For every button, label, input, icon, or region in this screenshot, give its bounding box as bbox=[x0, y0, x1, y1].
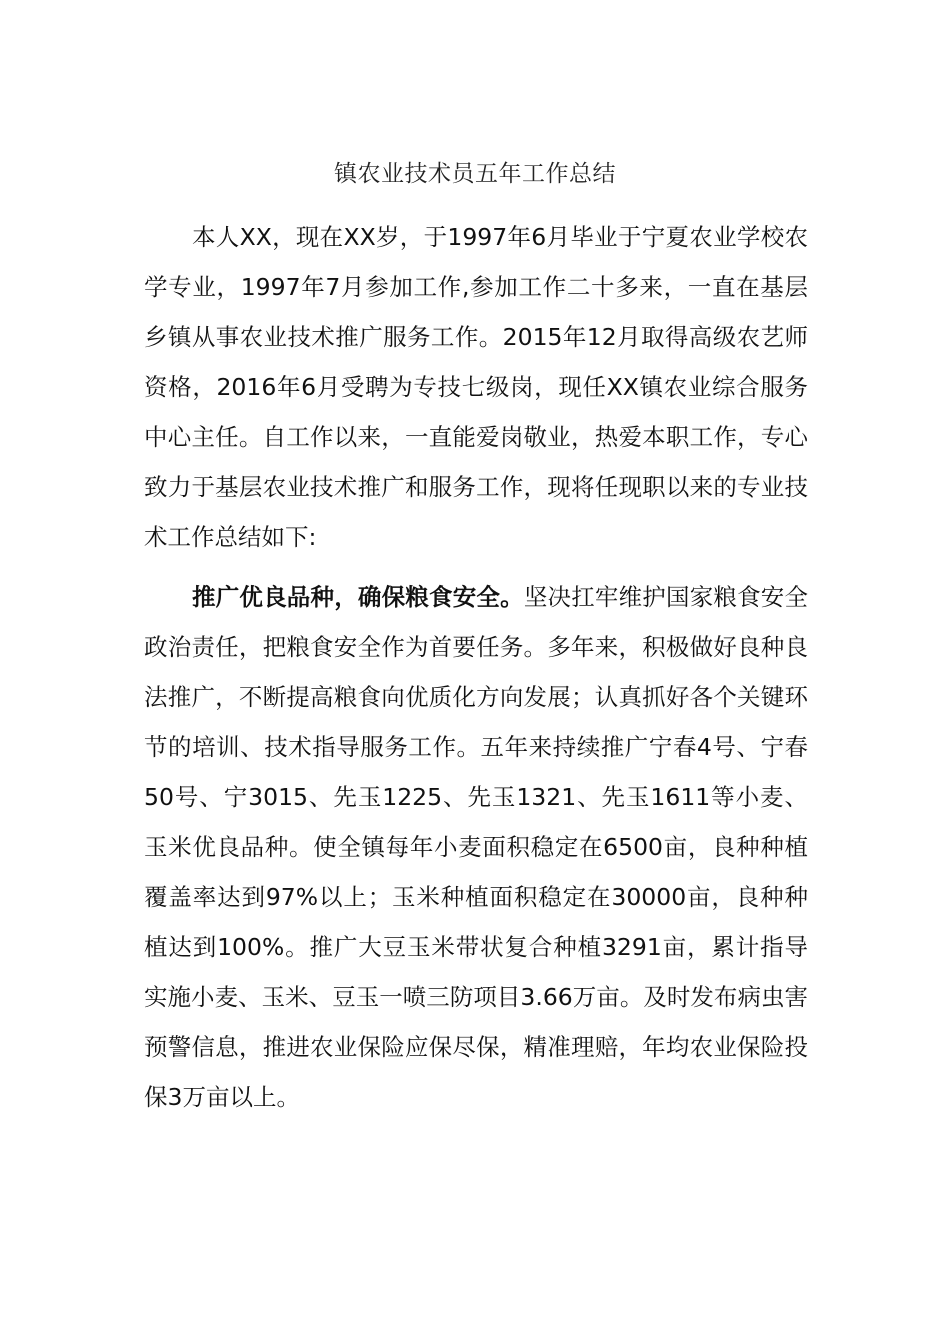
paragraph-seed-promotion bbox=[144, 572, 808, 1122]
paragraph-intro bbox=[144, 212, 808, 562]
paragraph-seed-promotion-text: 坚决扛牢维护国家粮食安全政治责任，把粮食安全作为首要任务。多年来，积极做好良种良法推广，不断提高粮食向优质化方向发展；认真抓好各个关键环节的培训、技术指导服务工作。五年来持续推广宁春4号、宁春50号、宁3015、先玉1225、先玉1321、先玉1611等小麦、玉米优良品种。使全镇每年小麦面积稳定在6500亩，良种种植覆盖率达到97%以上；玉米种植面积稳定在30000亩，良种种植达到100%。推广大豆玉米带状复合种植3291亩，累计指导实施小麦、玉米、豆玉一喷三防项目3.66万亩。及时发布病虫害预警信息，推进农业保险应保尽保，精准理赔，年均农业保险投保3万亩以上。 bbox=[144, 583, 809, 1111]
document-title: 镇农业技术员五年工作总结 bbox=[334, 161, 616, 187]
paragraph-seed-promotion-heading: 推广优良品种，确保粮食安全。 bbox=[192, 583, 524, 611]
paragraph-intro-text: 本人XX，现在XX岁，于1997年6月毕业于宁夏农业学校农学专业，1997年7月参加工作,参加工作二十多来，一直在基层乡镇从事农业技术推广服务工作。2015年12月取得高级农艺师资格，2016年6月受聘为专技七级岗，现任XX镇农业综合服务中心主任。自工作以来，一直能爱岗敬业，热爱本职工作，专心致力于基层农业技术推广和服务工作，现将任现职以来的专业技术工作总结如下: bbox=[144, 223, 808, 551]
